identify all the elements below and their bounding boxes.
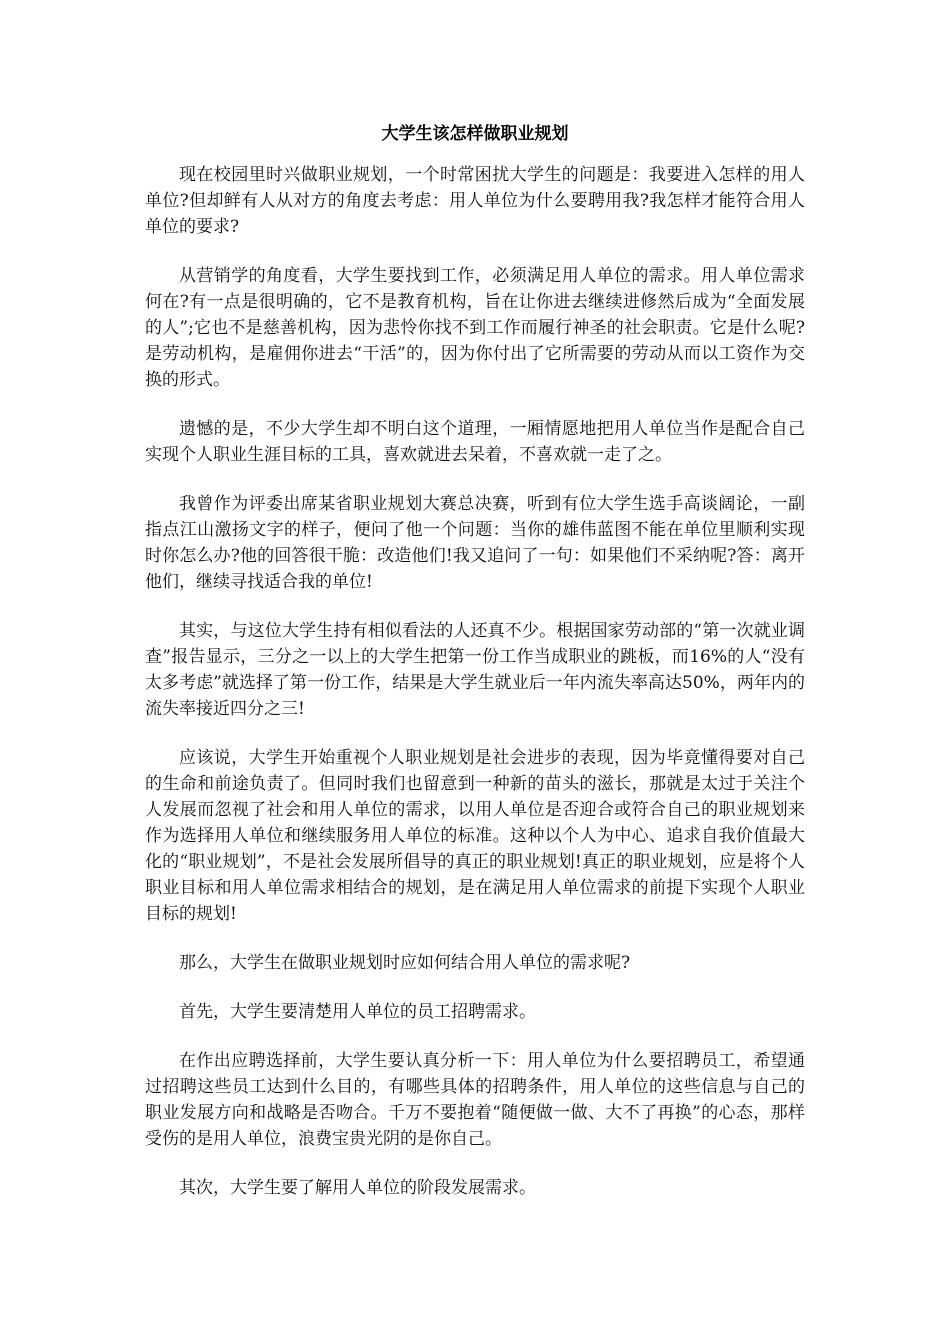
paragraph-5: 其实，与这位大学生持有相似看法的人还真不少。根据国家劳动部的“第一次就业调查”报告显示，三分之一以上的大学生把第一份工作当成职业的跳板，而16%的人“没有太多考虑”就选择了第一份工作，结果是大学生就业后一年内流失率高达50%，两年内的流失率接近四分之三! bbox=[145, 621, 805, 719]
document-body bbox=[145, 120, 805, 1224]
paragraph-10: 其次，大学生要了解用人单位的阶段发展需求。 bbox=[179, 1178, 536, 1198]
paragraph-7: 那么，大学生在做职业规划时应如何结合用人单位的需求呢? bbox=[179, 953, 631, 973]
paragraph-1: 现在校园里时兴做职业规划，一个时常困扰大学生的问题是：我要进入怎样的用人单位?但却鲜有人从对方的角度去考虑：用人单位为什么要聘用我?我怎样才能符合用人单位的要求? bbox=[145, 165, 805, 237]
paragraph-6: 应该说，大学生开始重视个人职业规划是社会进步的表现，因为毕竟懂得要对自己的生命和前途负责了。但同时我们也留意到一种新的苗头的滋长，那就是太过于关注个人发展而忽视了社会和用人单位的需求，以用人单位是否迎合或符合自己的职业规划来作为选择用人单位和继续服务用人单位的标准。这种以个人为中心、追求自我价值最大化的“职业规划”，不是社会发展所倡导的真正的职业规划!真正的职业规划，应是将个人职业目标和用人单位需求相结合的规划，是在满足用人单位需求的前提下实现个人职业目标的规划! bbox=[145, 748, 805, 924]
document-title: 大学生该怎样做职业规划 bbox=[381, 124, 569, 144]
paragraph-3: 遗憾的是，不少大学生却不明白这个道理，一厢情愿地把用人单位当作是配合自己实现个人职业生涯目标的工具，喜欢就进去呆着，不喜欢就一走了之。 bbox=[145, 419, 805, 465]
paragraph-9: 在作出应聘选择前，大学生要认真分析一下：用人单位为什么要招聘员工，希望通过招聘这些员工达到什么目的，有哪些具体的招聘条件，用人单位的这些信息与自己的职业发展方向和战略是否吻合。千万不要抱着“随便做一做、大不了再换”的心态，那样受伤的是用人单位，浪费宝贵光阴的是你自己。 bbox=[145, 1051, 805, 1149]
paragraph-4: 我曾作为评委出席某省职业规划大赛总决赛，听到有位大学生选手高谈阔论，一副指点江山激扬文字的样子，便问了他一个问题：当你的雄伟蓝图不能在单位里顺利实现时你怎么办?他的回答很干脆：改造他们!我又追问了一句：如果他们不采纳呢?答：离开他们，继续寻找适合我的单位! bbox=[145, 494, 805, 592]
paragraph-8: 首先，大学生要清楚用人单位的员工招聘需求。 bbox=[179, 1002, 536, 1022]
paragraph-2: 从营销学的角度看，大学生要找到工作，必须满足用人单位的需求。用人单位需求何在?有一点是很明确的，它不是教育机构，旨在让你进去继续进修然后成为“全面发展的人”;它也不是慈善机构，因为悲怜你找不到工作而履行神圣的社会职责。它是什么呢?是劳动机构，是雇佣你进去“干活”的，因为你付出了它所需要的劳动从而以工资作为交换的形式。 bbox=[145, 266, 805, 390]
